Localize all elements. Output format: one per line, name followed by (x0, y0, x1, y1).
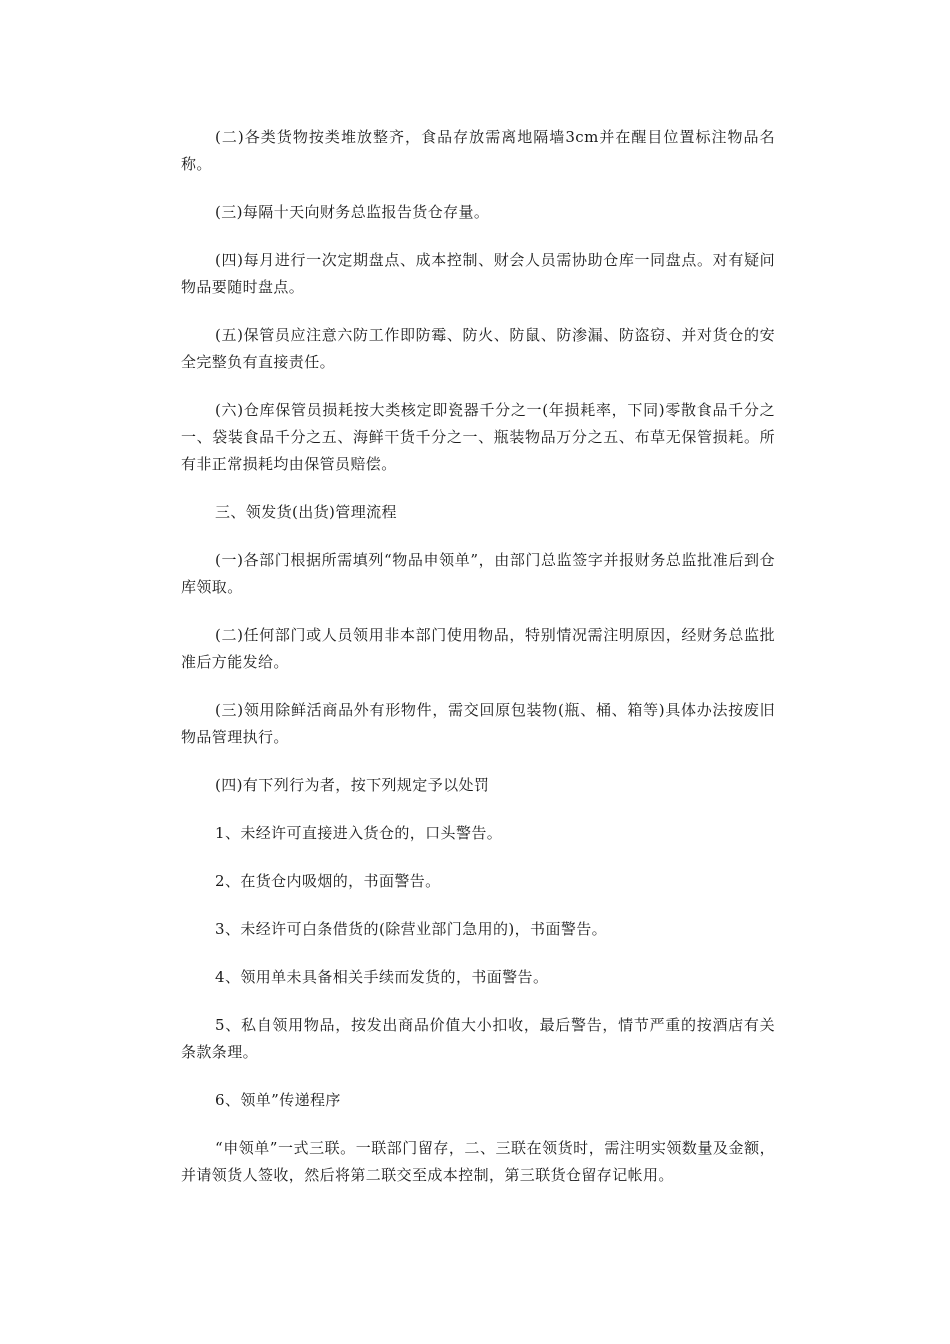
paragraph: (二)各类货物按类堆放整齐，食品存放需离地隔墙3cm并在醒目位置标注物品名称。 (181, 128, 775, 173)
paragraph: “申领单”一式三联。一联部门留存，二、三联在领货时，需注明实领数量及金额，并请领货人签收，然后将第二联交至成本控制，第三联货仓留存记帐用。 (181, 1139, 775, 1184)
list-item: 1、未经许可直接进入货仓的，口头警告。 (215, 824, 503, 842)
paragraph: (三)领用除鲜活商品外有形物件，需交回原包装物(瓶、桶、箱等)具体办法按废旧物品管理执行。 (181, 701, 775, 746)
paragraph: (四)每月进行一次定期盘点、成本控制、财会人员需协助仓库一同盘点。对有疑问物品要随时盘点。 (181, 251, 775, 296)
list-item: 3、未经许可白条借货的(除营业部门急用的)，书面警告。 (215, 920, 608, 938)
paragraph: (六)仓库保管员损耗按大类核定即瓷器千分之一(年损耗率，下同)零散食品千分之一、袋装食品千分之五、海鲜干货千分之一、瓶装物品万分之五、布草无保管损耗。所有非正常损耗均由保管员赔偿。 (181, 401, 775, 473)
list-item: 5、私自领用物品，按发出商品价值大小扣收，最后警告，情节严重的按酒店有关条款条理。 (181, 1016, 775, 1061)
document-body (181, 124, 775, 1210)
paragraph: (五)保管员应注意六防工作即防霉、防火、防鼠、防渗漏、防盗窃、并对货仓的安全完整负有直接责任。 (181, 326, 775, 371)
paragraph: (三)每隔十天向财务总监报告货仓存量。 (215, 203, 490, 221)
list-item: 4、领用单未具备相关手续而发货的，书面警告。 (215, 968, 549, 986)
section-heading: 三、领发货(出货)管理流程 (215, 503, 397, 521)
paragraph: (二)任何部门或人员领用非本部门使用物品，特别情况需注明原因，经财务总监批准后方能发给。 (181, 626, 775, 671)
list-item: 2、在货仓内吸烟的，书面警告。 (215, 872, 441, 890)
list-item: 6、领单”传递程序 (215, 1091, 341, 1109)
paragraph: (一)各部门根据所需填列“物品申领单”，由部门总监签字并报财务总监批准后到仓库领取。 (181, 551, 775, 596)
paragraph: (四)有下列行为者，按下列规定予以处罚 (215, 776, 490, 794)
